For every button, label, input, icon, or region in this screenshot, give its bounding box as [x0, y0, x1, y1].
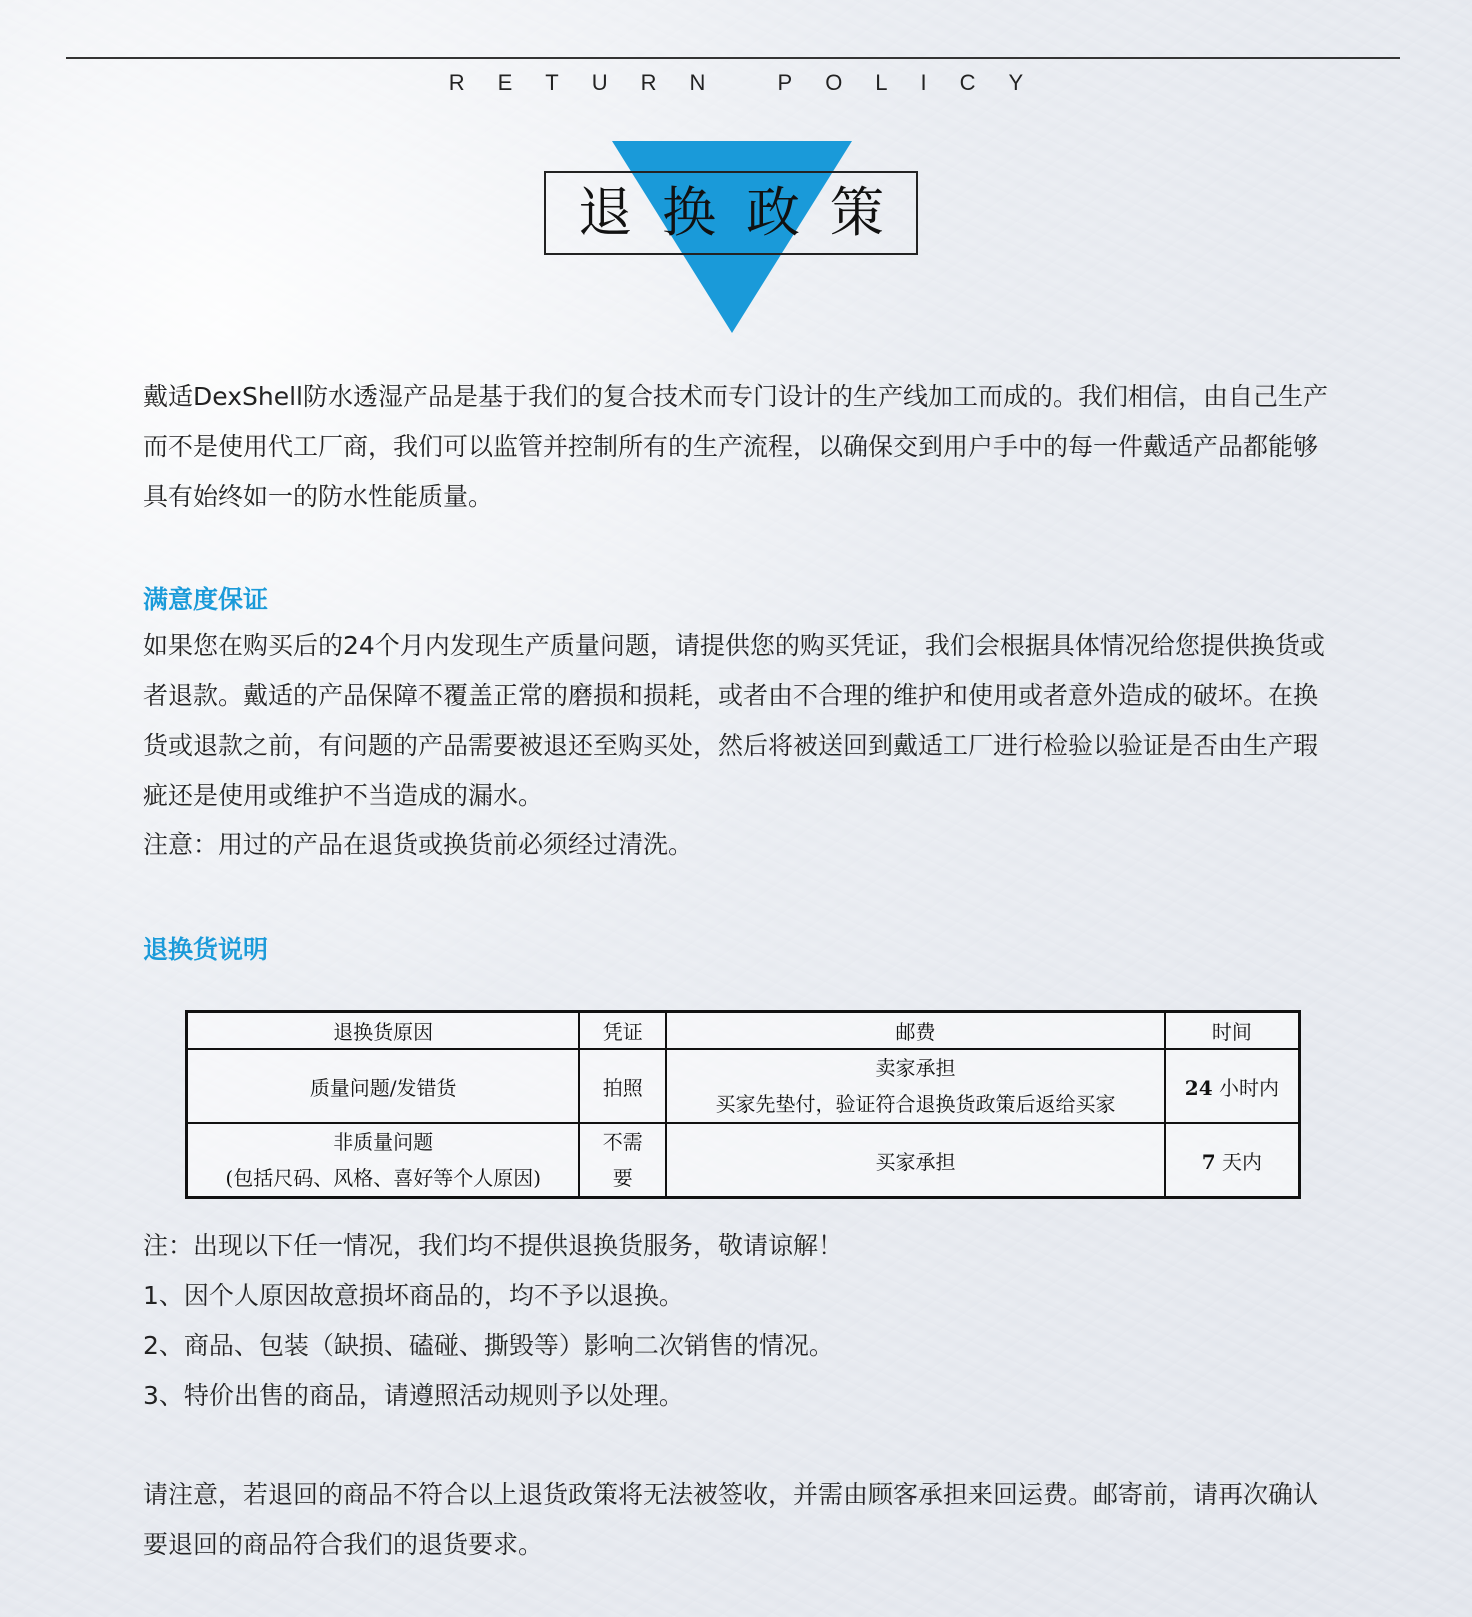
row2-time-number: 7: [1201, 1149, 1216, 1174]
row2-reason-detail: (包括尺码、风格、喜好等个人原因): [225, 1166, 541, 1190]
header-postage: 邮费: [666, 1012, 1165, 1050]
row2-postage: 买家承担: [666, 1123, 1165, 1198]
washing-note: 注意：用过的产品在退货或换货前必须经过清洗。: [143, 830, 694, 859]
table-row: [187, 1049, 1300, 1123]
table-header-row: [187, 1012, 1300, 1050]
row1-time-unit: 小时内: [1212, 1075, 1279, 1100]
row1-time-number: 24: [1184, 1075, 1213, 1100]
row2-proof: [579, 1123, 666, 1198]
intro-paragraph: 戴适DexShell防水透湿产品是基于我们的复合技术而专门设计的生产线加工而成的。我们相信，由自己生产而不是使用代工厂商，我们可以监管并控制所有的生产流程，以确保交到用户手中的每一件戴适产品都能够具有始终如一的防水性能质量。: [143, 382, 1328, 511]
row1-reason: 质量问题/发错货: [187, 1049, 580, 1123]
row2-proof-line1: 不需: [602, 1130, 643, 1154]
exclusion-item-1: 1、因个人原因故意损坏商品的，均不予以退换。: [143, 1281, 684, 1310]
row2-time-unit: 天内: [1215, 1149, 1263, 1174]
header-time: 时间: [1165, 1012, 1300, 1050]
returns-table: [185, 1010, 1301, 1199]
row1-proof: 拍照: [579, 1049, 666, 1123]
table-row: [187, 1123, 1300, 1198]
row2-time: [1165, 1123, 1300, 1198]
header-proof: 凭证: [579, 1012, 666, 1050]
row1-postage: [666, 1049, 1165, 1123]
page-title: 退换政策: [578, 181, 914, 244]
satisfaction-paragraph: 如果您在购买后的24个月内发现生产质量问题，请提供您的购买凭证，我们会根据具体情况给您提供换货或者退款。戴适的产品保障不覆盖正常的磨损和损耗，或者由不合理的维护和使用或者意外造成的破坏。在换货或退款之前，有问题的产品需要被退还至购买处，然后将被送回到戴适工厂进行检验以验证是否由生产瑕疵还是使用或维护不当造成的漏水。: [143, 631, 1325, 810]
row1-postage-main: 卖家承担: [875, 1056, 956, 1080]
exclusion-item-2: 2、商品、包装（缺损、磕碰、撕毁等）影响二次销售的情况。: [143, 1331, 834, 1360]
exclusion-item-3: 3、特价出售的商品，请遵照活动规则予以处理。: [143, 1381, 684, 1410]
row1-postage-detail: 买家先垫付，验证符合退换货政策后返给买家: [715, 1092, 1116, 1116]
page-subtitle: RETURN POLICY: [448, 70, 1057, 95]
satisfaction-heading: 满意度保证: [143, 585, 269, 614]
exclusions-intro: 注：出现以下任一情况，我们均不提供退换货服务，敬请谅解！: [143, 1231, 844, 1260]
row2-proof-line2: 要: [612, 1166, 633, 1190]
top-divider: [66, 57, 1400, 59]
closing-paragraph: 请注意，若退回的商品不符合以上退货政策将无法被签收，并需由顾客承担来回运费。邮寄前，请再次确认要退回的商品符合我们的退货要求。: [143, 1480, 1319, 1559]
row2-reason-main: 非质量问题: [333, 1130, 434, 1154]
header-reason: 退换货原因: [187, 1012, 580, 1050]
row1-time: [1165, 1049, 1300, 1123]
row2-reason: [187, 1123, 580, 1198]
returns-heading: 退换货说明: [143, 935, 269, 964]
